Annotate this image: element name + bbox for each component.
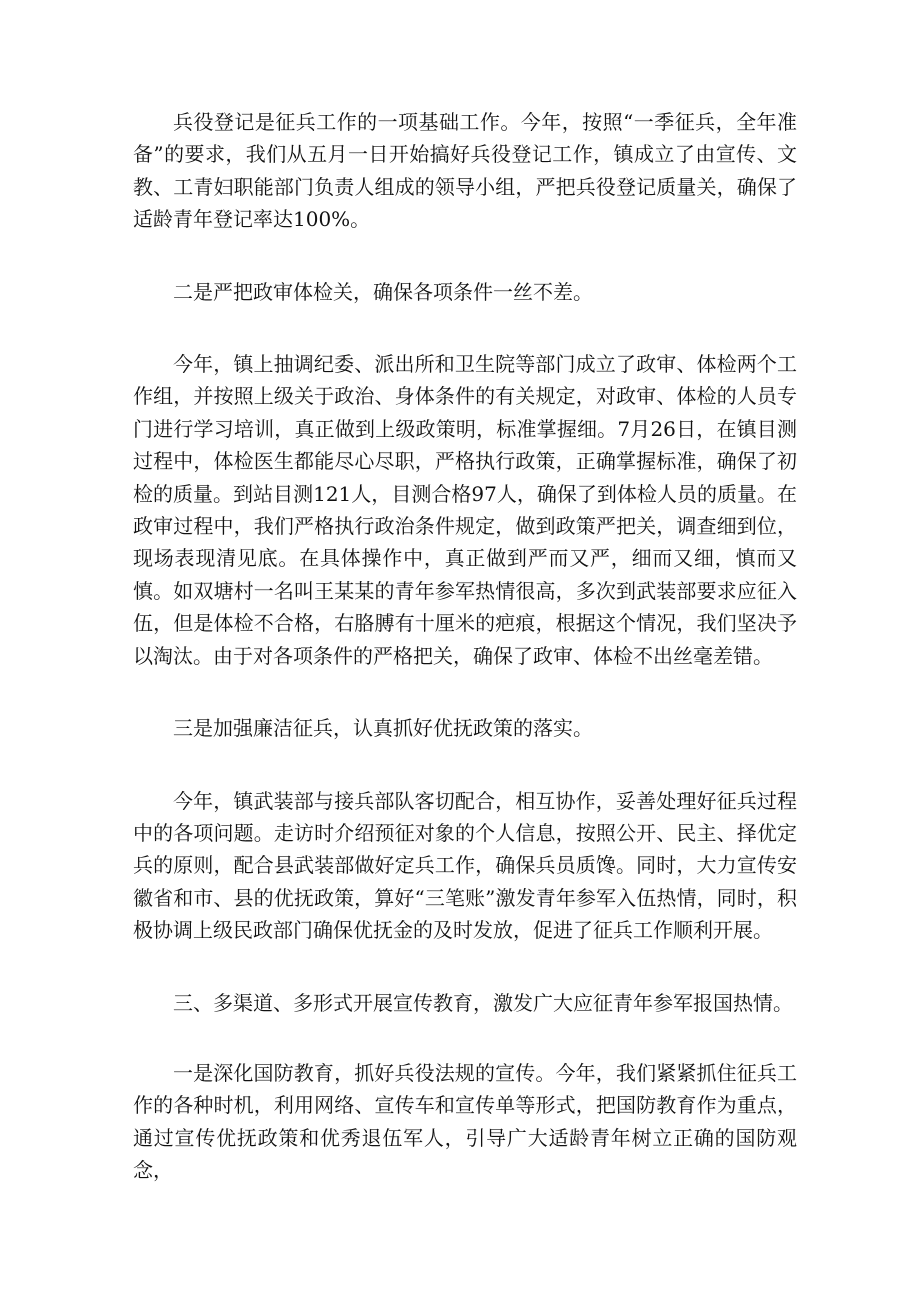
document-body [133,106,797,1187]
paragraph-spacer [133,236,797,276]
paragraph-registration: 兵役登记是征兵工作的一项基础工作。今年，按照“一季征兵，全年准备”的要求，我们从五月一日开始搞好兵役登记工作，镇成立了由宣传、文教、工青妇职能部门负责人组成的领导小组，严把兵役登记质量关，确保了适龄青年登记率达100%。 [133,110,797,232]
paragraph-political-review: 今年，镇上抽调纪委、派出所和卫生院等部门成立了政审、体检两个工作组，并按照上级关于政治、身体条件的有关规定，对政审、体检的人员专门进行学习培训，真正做到上级政策明，标准掌握细。7月26日，在镇目测过程中，体检医生都能尽心尽职，严格执行政策，正确掌握标准，确保了初检的质量。到站目测121人，目测合格97人，确保了到体检人员的质量。在政审过程中，我们严格执行政治条件规定，做到政策严把关，调查细到位，现场表现清见底。在具体操作中，真正做到严而又严，细而又细，慎而又慎。如双塘村一名叫王某某的青年参军热情很高，多次到武装部要求应征入伍，但是体检不合格，右胳膊有十厘米的疤痕，根据这个情况，我们坚决予以淘汰。由于对各项条件的严格把关，确保了政审、体检不出丝毫差错。 [133,352,797,668]
paragraph-clean-recruitment: 今年，镇武装部与接兵部队客切配合，相互协作，妥善处理好征兵过程中的各项问题。走访时介绍预征对象的个人信息，按照公开、民主、择优定兵的原则，配合县武装部做好定兵工作，确保兵员质馋。同时，大力宣传安徽省和市、县的优抚政策，算好“三笔账”激发青年参军入伍热情，同时，积极协调上级民政部门确保优抚金的及时发放，促进了征兵工作顺利开展。 [133,788,797,943]
paragraph-spacer [133,672,797,712]
paragraph-spacer [133,947,797,987]
paragraph-spacer [133,1019,797,1057]
paragraph-spacer [133,308,797,348]
paragraph-spacer [133,745,797,785]
heading-publicity: 三、多渠道、多形式开展宣传教育，激发广大应征青年参军报国热情。 [173,990,793,1015]
paragraph-defense-education: 一是深化国防教育，抓好兵役法规的宣传。今年，我们紧紧抓住征兵工作的各种时机，利用网络、宣传车和宣传单等形式，把国防教育作为重点，通过宣传优抚政策和优秀退伍军人，引导广大适龄青年树立正确的国防观念， [133,1060,797,1183]
heading-clean-recruitment: 三是加强廉洁征兵，认真抓好优抚政策的落实。 [173,716,593,741]
heading-political-review: 二是严把政审体检关，确保各项条件一丝不差。 [173,279,593,304]
